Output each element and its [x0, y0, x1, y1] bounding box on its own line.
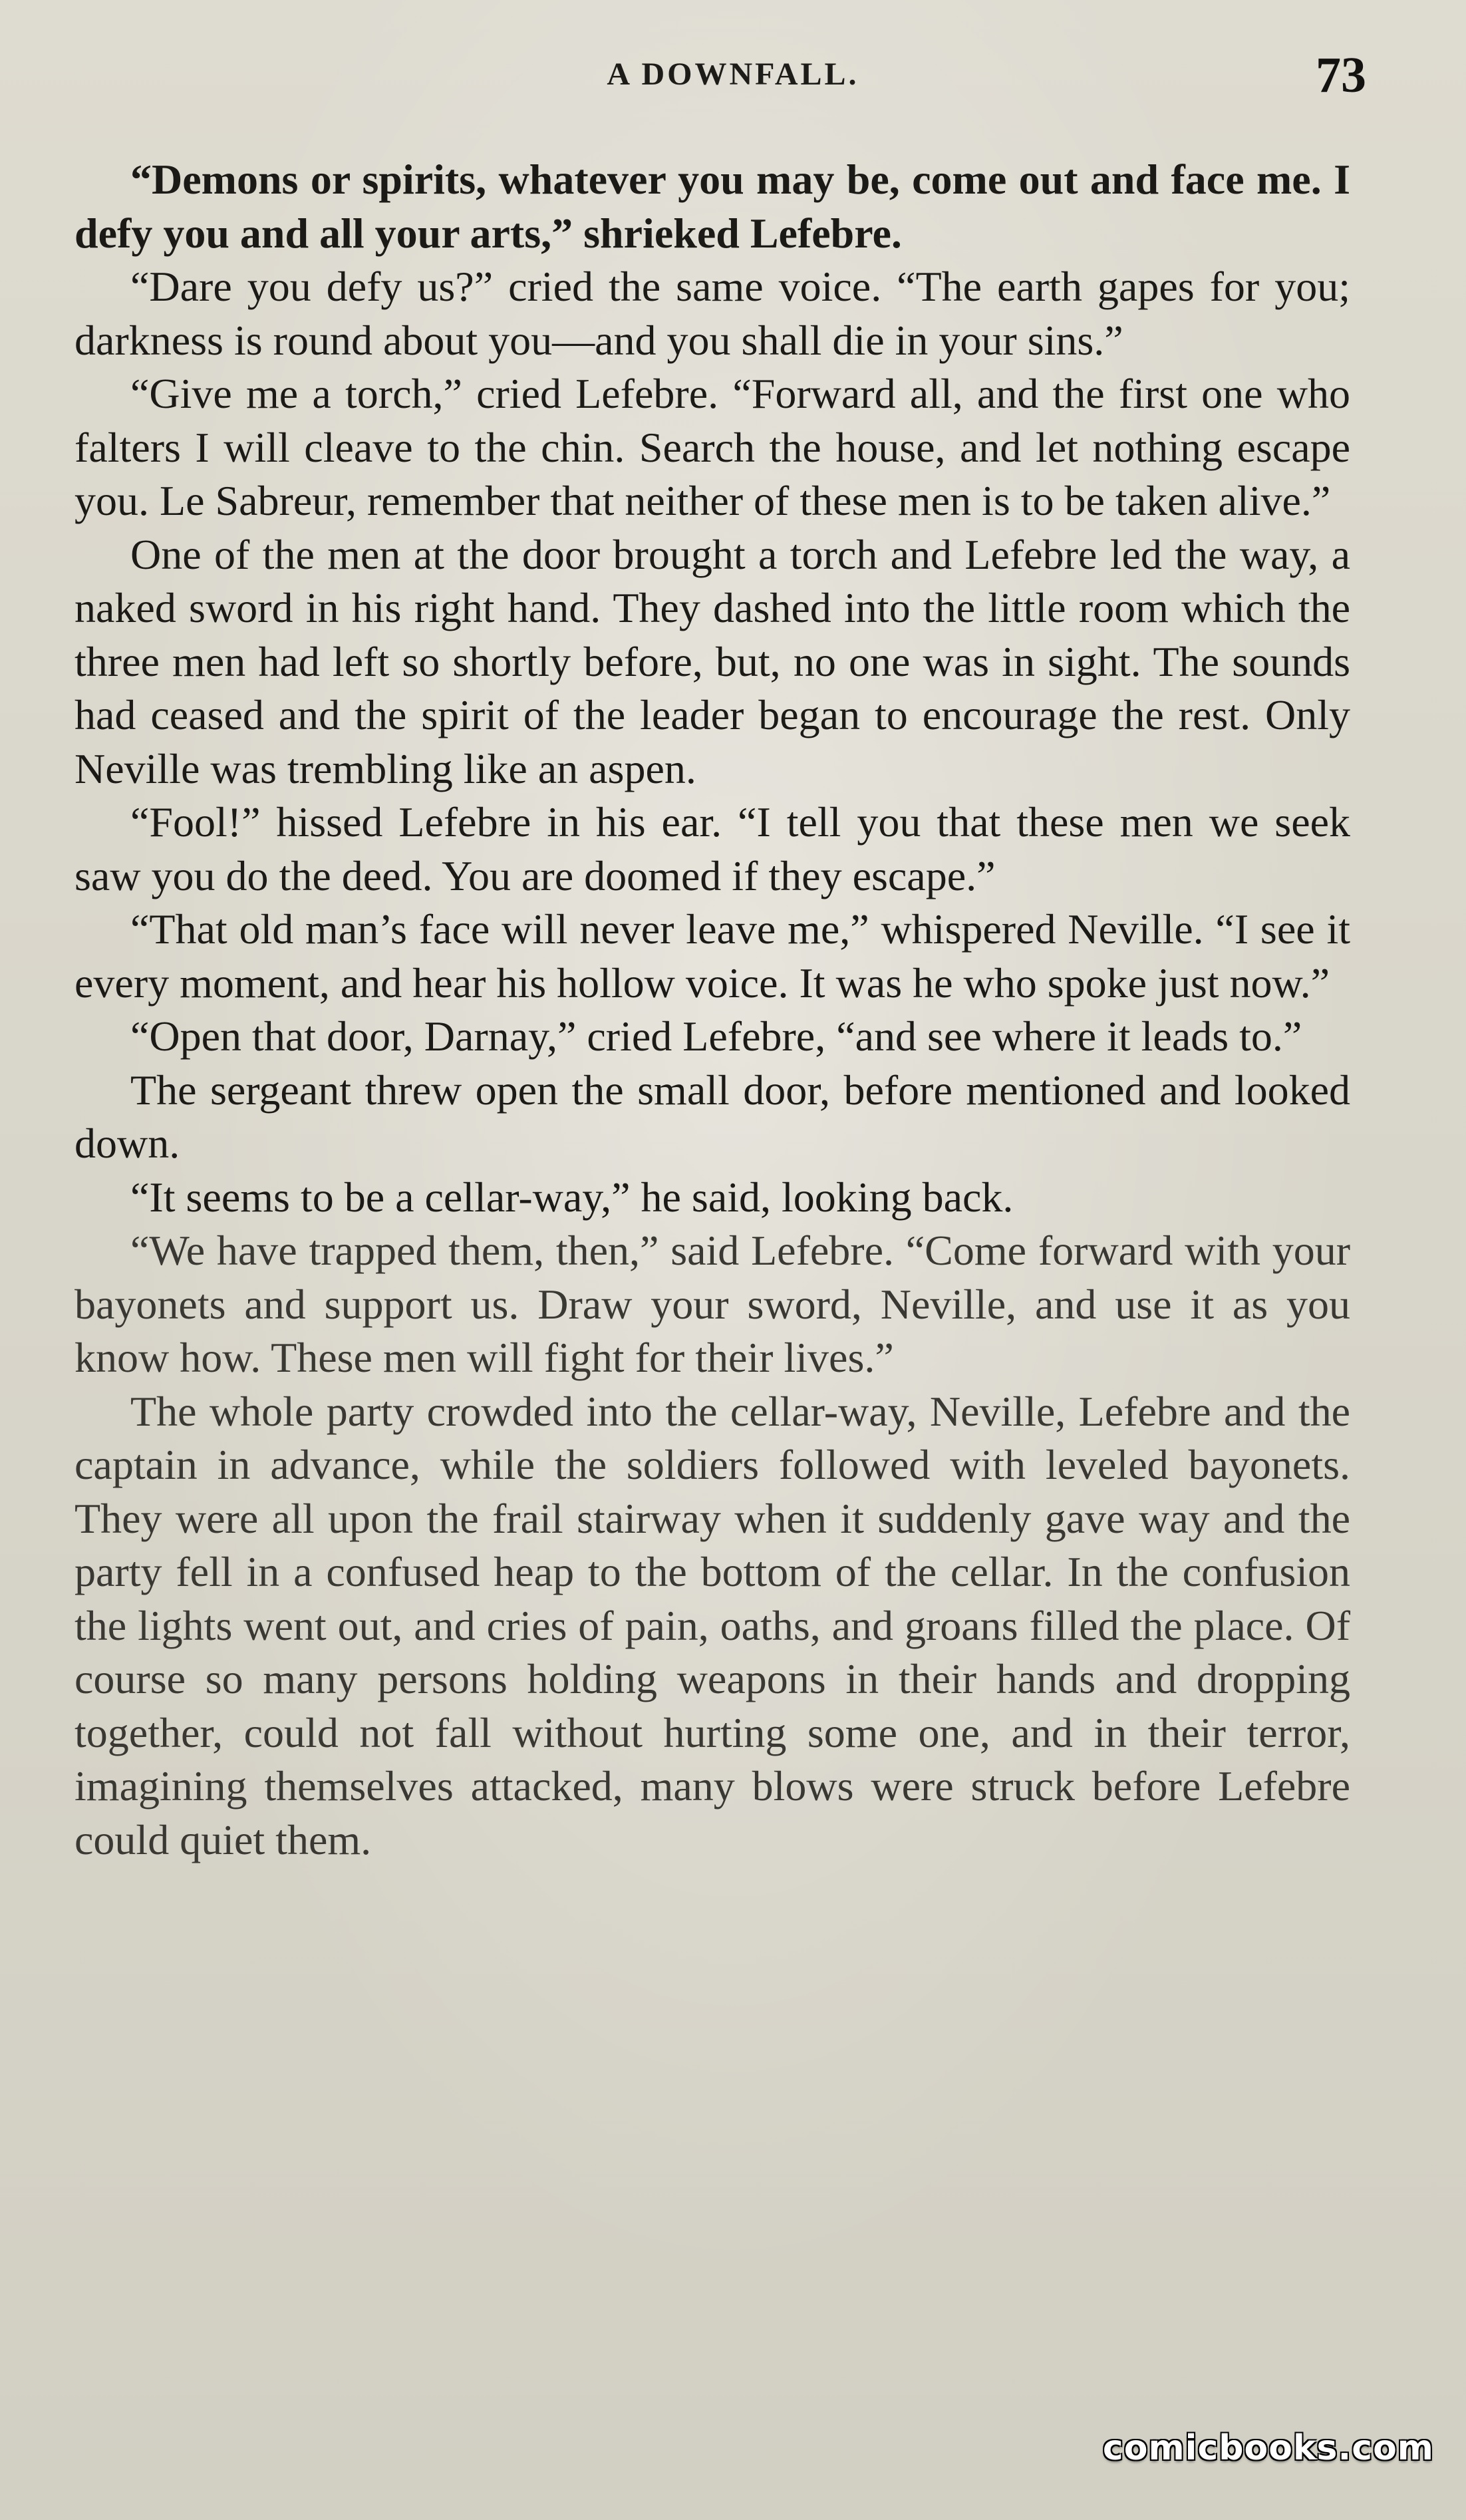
paragraph-2: “Dare you defy us?” cried the same voice. “The earth gapes for you; darkness is round about you—and you shall die in your sins.” [74, 263, 1350, 364]
watermark-logo: comicbooks.com [1102, 2428, 1434, 2468]
paragraph-8: The sergeant threw open the small door, before mentioned and looked down. [74, 1066, 1350, 1167]
paragraph-11: The whole party crowded into the cellar-way, Neville, Lefebre and the captain in advance, while the soldiers followed with leveled bayonets. They were all upon the frail stairway when it suddenly gave way and the party fell in a confused heap to the bottom of the cellar. In the confusion the lights went out, and cries of pain, oaths, and groans filled the place. Of course so many persons holding weapons in their hands and dropping together, could not fall without hurting some one, and in their terror, imagining themselves attacked, many blows were struck before Lefebre could quiet them. [74, 1387, 1350, 1863]
page-number: 73 [1316, 47, 1366, 103]
paragraph-10: “We have trapped them, then,” said Lefebre. “Come forward with your bayonets and support us. Draw your sword, Neville, and use it as you know how. These men will fight for their lives.” [74, 1227, 1350, 1381]
paragraph-3: “Give me a torch,” cried Lefebre. “Forward all, and the first one who falters I will cleave to the chin. Search the house, and let nothing escape you. Le Sabreur, remember that neither of these men is to be taken alive.” [74, 370, 1350, 524]
paragraph-7: “Open that door, Darnay,” cried Lefebre, “and see where it leads to.” [130, 1013, 1302, 1060]
page-header [0, 47, 1466, 113]
running-head: A DOWNFALL. [607, 57, 859, 92]
paragraph-6: “That old man’s face will never leave me,” whispered Neville. “I see it every moment, and hear his hollow voice. It was he who spoke just now.” [74, 905, 1350, 1007]
paragraph-1: “Demons or spirits, whatever you may be, come out and face me. I defy you and all your arts,” shrieked Lefebre. [74, 156, 1350, 257]
paragraph-9: “It seems to be a cellar-way,” he said, looking back. [130, 1173, 1014, 1221]
paragraph-4: One of the men at the door brought a torch and Lefebre led the way, a naked sword in his right hand. They dashed into the little room which the three men had left so shortly before, but, no one was in sight. The sounds had ceased and the spirit of the leader began to encourage the rest. Only Neville was trembling like an aspen. [74, 530, 1350, 792]
body-text [74, 153, 1350, 1867]
paragraph-5: “Fool!” hissed Lefebre in his ear. “I tell you that these men we seek saw you do the deed. You are doomed if they escape.” [74, 798, 1350, 899]
